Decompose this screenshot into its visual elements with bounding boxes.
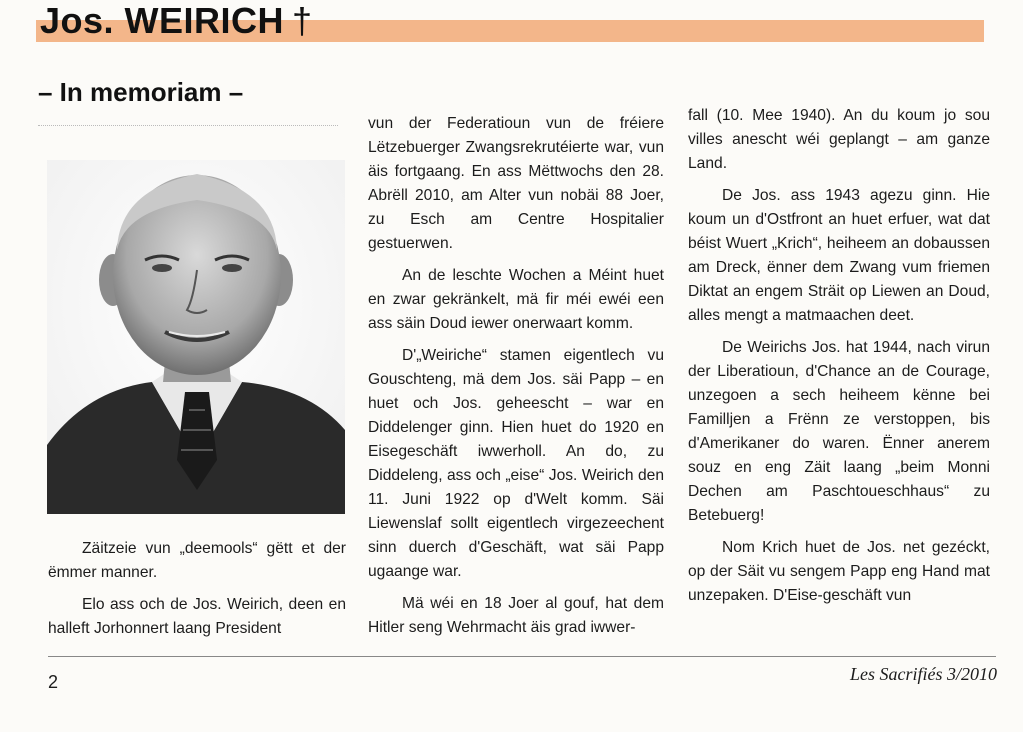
- column-1: [48, 537, 346, 641]
- paragraph: Zäitzeie vun „deemools“ gëtt et der ëmmer manner.: [48, 540, 346, 581]
- title-text: Jos. WEIRICH: [40, 0, 285, 41]
- paragraph: An de leschte Wochen a Méint huet en zwar gekränkelt, mä fir méi ewéi een ass säin Doud iewer onerwaart komm.: [368, 267, 664, 332]
- column-2: [368, 112, 664, 640]
- paragraph: De Jos. ass 1943 agezu ginn. Hie koum un d'Ostfront an huet erfuer, wat dat béist Wuert „Krich“, heiheem an dobaussen am Dreck, ënner dem Zwang vum friemen Diktat an engem Sträit op Liewen an Doud, alles mengt a matmaachen deet.: [688, 187, 990, 324]
- paragraph: fall (10. Mee 1940). An du koum jo sou villes anescht wéi geplangt – am ganze Land.: [688, 107, 990, 172]
- journal-reference: Les Sacrifiés 3/2010: [850, 664, 997, 684]
- paragraph: Mä wéi en 18 Joer al gouf, hat dem Hitler seng Wehrmacht äis grad iwwer-: [368, 595, 664, 636]
- column-3: [688, 104, 990, 608]
- footer-divider: [48, 656, 996, 657]
- paragraph: Nom Krich huet de Jos. net gezéckt, op der Säit vu sengem Papp eng Hand mat unzepaken. D'Eise-geschäft vun: [688, 539, 990, 604]
- subtitle: – In memoriam –: [38, 77, 244, 107]
- paragraph: vun der Federatioun vun de fréiere Lëtzebuerger Zwangsrekrutéierte war, vun äis fortgaang. En ass Mëttwochs den 28. Abrëll 2010, am Alter vun nobäi 88 Joer, zu Esch am Centre Hospitalier gestuerwen.: [368, 115, 664, 252]
- dagger-symbol: †: [292, 0, 313, 41]
- page-title: [40, 0, 313, 42]
- page-number: 2: [48, 672, 59, 692]
- dotted-divider: [38, 125, 338, 126]
- paragraph: Elo ass och de Jos. Weirich, deen en halleft Jorhonnert laang President: [48, 596, 346, 637]
- portrait-photo: [47, 160, 345, 514]
- paragraph: De Weirichs Jos. hat 1944, nach virun der Liberatioun, d'Chance an de Courage, unzegoen a sech heiheem kënne bei Familljen a Frënn ze verstoppen, bis d'Amerikaner do waren. Ënner anerem souz en eng Zäit laang „beim Monni Dechen am Paschtoueschhaus“ zu Betebuerg!: [688, 339, 990, 524]
- paragraph: D'„Weiriche“ stamen eigentlech vu Gouschteng, mä dem Jos. säi Papp – en huet och Jos. geheescht – war en Diddelenger ginn. Hien huet do 1920 en Eisegeschäft iwwerholl. An do, zu Diddeleng, ass och „eise“ Jos. Weirich den 11. Juni 1922 op d'Welt komm. Säi Liewenslaf sollt eigentlech virgezeechent sinn duerch d'Geschäft, wat säi Papp ugaange war.: [368, 347, 664, 580]
